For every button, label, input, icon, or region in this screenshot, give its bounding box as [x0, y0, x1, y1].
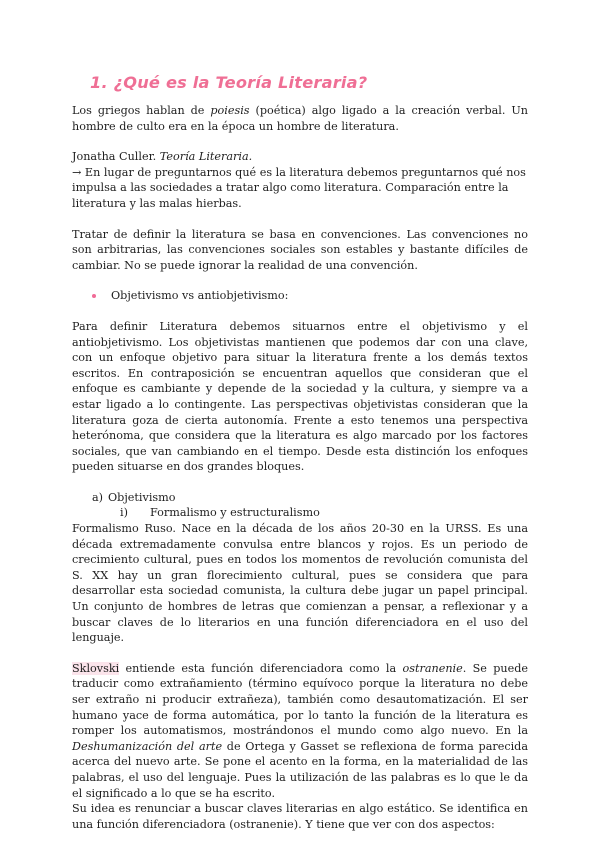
paragraph-poiesis — [72, 103, 528, 134]
text-run: Los griegos hablan de — [72, 104, 211, 117]
emphasis-ostranenie: ostranenie — [402, 661, 463, 675]
text-run: (poética) algo ligado a la creación verbal. Un hombre de culto era en la época un hombre de literatura. — [72, 104, 529, 133]
document-page — [72, 60, 528, 832]
bullet-icon — [92, 294, 96, 298]
emphasis-deshumanizacion: Deshumanización del arte — [72, 739, 223, 753]
author-name: Jonatha Culler. — [72, 150, 160, 164]
paragraph-objetivismo: Para definir Literatura debemos situarnos entre el objetivismo y el antiobjetivismo. Los objetivistas mantienen que podemos dar con una clave, con un enfoque objetivo para situar la literatura frente a los demás textos escritos. En contraposición se encuentran aquellos que consideran que el enfoque es cambiante y depende de la sociedad y la cultura, y siempre va a estar ligado a lo contingente. Las perspectivas objetivistas consideran que la literatura goza de cierta autonomía. Frente a esto tenemos una perspectiva heterónoma, que considera que la literatura es algo marcado por los factores sociales, que van cambiando en el tiempo. Desde esta distinción los enfoques pueden situarse en dos grandes bloques. — [72, 319, 528, 474]
paragraph-sklovski — [72, 661, 528, 801]
work-title: Teoría Literaria. — [159, 150, 253, 164]
list-label: Formalismo y estructuralismo — [150, 506, 320, 520]
highlighted-name: Sklovski — [72, 661, 120, 675]
paragraph-convenciones: Tratar de definir la literatura se basa en convenciones. Las convenciones no son arbitrarias, las convenciones sociales son estables y bastante difíciles de cambiar. No se puede ignorar la realidad de una convención. — [72, 227, 528, 272]
text-run: de Ortega y Gasset se reflexiona de forma parecida acerca del nuevo arte. Se pone el acento en la forma, en la materialidad de las palabras, el uso del lenguaje. Pues la utilización de las palabras es lo que le da el significado a lo que se ha escrito. — [72, 739, 529, 800]
text-run: entiende esta función diferenciadora como la — [119, 661, 403, 675]
culler-arrow-note: → En lugar de preguntarnos qué es la literatura debemos preguntarnos qué nos impulsa a las sociedades a tratar algo como literatura. Comparación entre la literatura y las malas hierbas. — [72, 165, 526, 210]
section-heading: 1. ¿Qué es la Teoría Literaria? — [90, 73, 368, 92]
list-label: Objetivismo — [108, 490, 176, 504]
list-marker: a) — [92, 490, 104, 504]
text-run: . Se puede traducir como extrañamiento (término equívoco porque la literatura no debe ser extraño ni producir extrañeza), también como desautomatización. El ser humano yace de forma automática, por lo tanto la función de la literatura es romper los automatismos, mostrándonos el mundo como algo nuevo. En la — [72, 661, 528, 738]
list-item-a — [72, 490, 528, 506]
bullet-label: Objetivismo vs antiobjetivismo: — [111, 289, 289, 303]
paragraph-idea: Su idea es renunciar a buscar claves literarias en algo estático. Se identifica en una función diferenciadora (ostranenie). Y tiene que ver con dos aspectos: — [72, 802, 528, 831]
culler-reference — [72, 149, 528, 165]
list-marker: i) — [120, 506, 128, 520]
paragraph-formalismo: Formalismo Ruso. Nace en la década de los años 20-30 en la URSS. Es una década extremadamente convulsa entre blancos y rojos. Es un periodo de crecimiento cultural, pues en todos los momentos de revolución comunista del S. XX hay un gran florecimiento cultural, pues se considera que para desarrollar esta sociedad comunista, la cultura debe jugar un papel principal. Un conjunto de hombres de letras que comienzan a pensar, a reflexionar y a buscar claves de lo literarios en una función diferenciadora en el uso del lenguaje. — [72, 522, 528, 645]
list-item-i — [72, 505, 528, 521]
emphasis-poiesis: poiesis — [210, 104, 250, 117]
bullet-item — [72, 288, 528, 304]
